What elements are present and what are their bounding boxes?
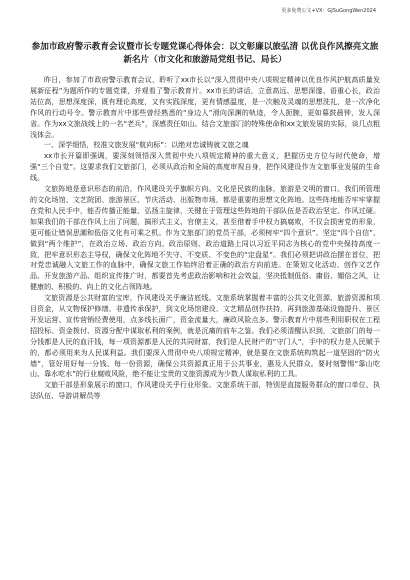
paragraph: 文旅资源是公共财富的宝库，作风建设关乎廉洁底线。文旅系统掌握着丰富的公共文化资源、旅游资源和项目资金，从文物保护修缮、非遗传承保护，到文化场馆建设、文艺精品创作扶持，再到旅游基础设施提升、景区开发运营、宣传营销经费使用，点多线长面广，资金流量大，廉政风险点多。警示教育片中那些利用职权在工程招投标、资金拨付、资源分配中谋取私利的案例，就是沉痛的前车之鉴。我们必须清醒认识到，文旅部门的每一分钱都是人民的血汗钱，每一项资源都是人民的共同财富，我们是人民财产的“守门人”，手中的权力是人民赋予的，都必须用来为人民谋利益。我们要深入贯彻中央八项规定精神，就是要在文旅系统构筑起一道坚固的“防火墙”，管好用好每一分钱、每一份资源，确保公共资源真正用于公共事业，惠及人民群众。要时刻警惕“靠山吃山、靠水吃水”的行业腐败风险，绝不能让宝贵的文旅资源成为少数人谋取私利的工具。 (30, 293, 380, 379)
paragraph: 文旅干部是形象展示的窗口，作风建设关乎行业形象。文旅系统干部，特别是直接服务群众的窗口单位、执法队伍、导游讲解员等 (30, 380, 380, 401)
page-title: 参加市政府警示教育会议暨市长专题党课心得体会：以文彰廉以旅弘清 以优良作风擦亮文旅新名片（市文化和旅游局党组书记、局长） (31, 42, 379, 65)
paragraph: xx市长开篇即强调，要深刻领悟深入贯彻中央八项规定精神的重大意义，把握历史方位与时代使命，增强“三个自觉”。这要求我们文旅部门，必须从政治和全局的高度审视自身，把作风建设作为文旅事业发展的生命线。 (30, 151, 380, 183)
header-note: 更多免费公文+VX：GJSuGongWen2024 (281, 8, 376, 14)
section-heading: 一、深学细悟，校准文旅发展“航向标”：以绝对忠诚铸就文旅之魂 (44, 140, 249, 150)
paragraph-intro: 昨日，参加了市政府警示教育会议，聆听了xx市长以“深入贯彻中央八项规定精神以优良作风护航高质量发展新征程”为题所作的专题党课，并观看了警示教育片。xx市长的讲话，立意高远、思想深邃、语重心长，政治站位高，思想深度深，既有理论高度，又有实践深度，更有情感温度，是一次触及灵魂的思想洗礼，是一次净化作风的行动号令。警示教育片中那些曾经熟悉的“身边人”滑向深渊的轨迹，令人扼腕，更如暮鼓晨钟，发人深省。作为xx文旅战线上的一名“老兵”，深感责任如山。结合文旅部门的特殊使命和xx文旅发展的实际，谈几点粗浅体会。 (30, 75, 380, 139)
body-text (30, 75, 380, 402)
paragraph: 文旅阵地是意识形态的前沿，作风建设关乎旗帜方向。文化是民族的血脉，旅游是文明的窗口。我们所管理的文化场馆、文艺院团、旅游景区、节庆活动、出版物市场，都是重要的思想文化阵地。这些阵地能否牢牢掌握在党和人民手中，能否传播正能量、弘扬主旋律，关键在于管理这些阵地的干部队伍是否政治坚定、作风过硬。如果我们的干部在作风上出了问题，搞形式主义、官僚主义，甚至借着手中权力搞腐败，不仅会损害党的形象，更可能让错误思潮和低俗文化有可乘之机。作为文旅部门的党员干部，必须树牢“四个意识”、坚定“四个自信”、做到“两个维护”，在政治立场、政治方向、政治原则、政治道路上同以习近平同志为核心的党中央保持高度一致，把牢意识形态主导权，确保文化阵地不失守、不变质、不变色的“定盘星”。我们必须把讲政治摆在首位，把对党忠诚融入文旅工作的血脉中，确保文旅工作始终沿着正确的政治方向前进。在策划文化活动、创作文艺作品、开发旅游产品、组织宣传推广时，都要首先考虑政治影响和社会效益，坚决抵制低俗、庸俗、媚俗之风，让健康的、积极的、向上的文化占领阵地。 (30, 184, 380, 292)
